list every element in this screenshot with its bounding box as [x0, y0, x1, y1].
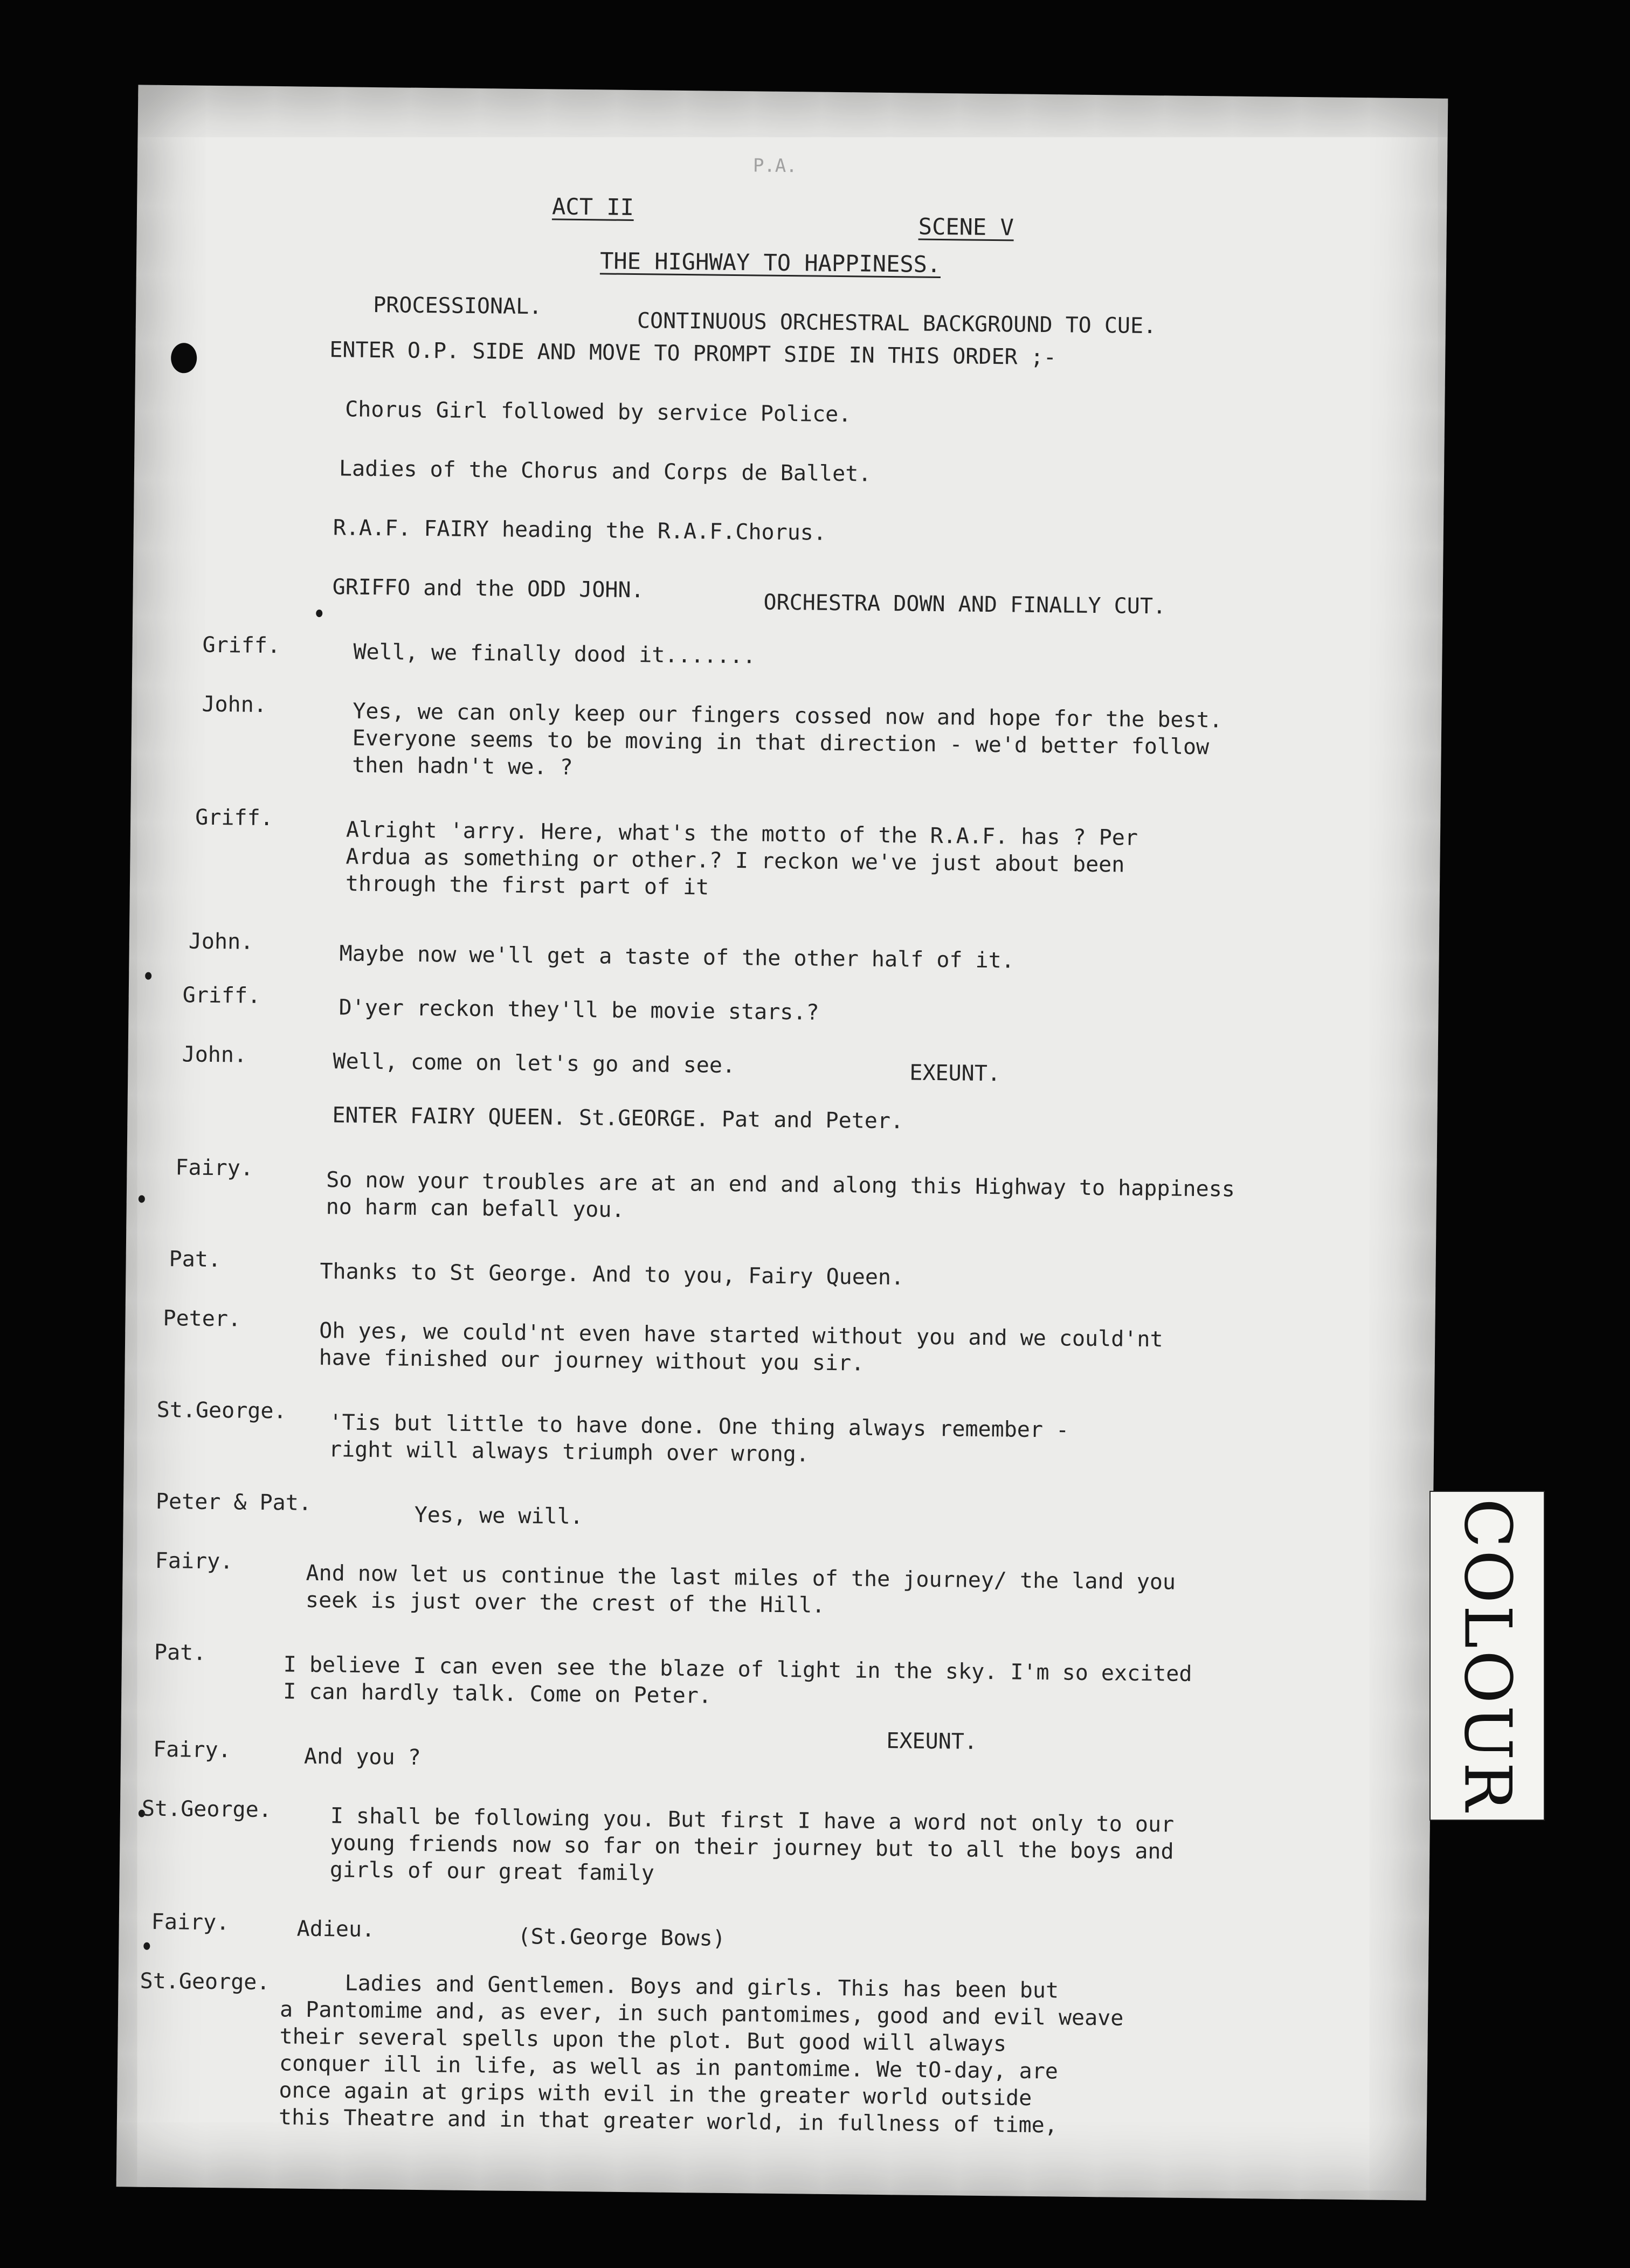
speaker-name: Pat.: [154, 1640, 206, 1665]
dialogue-line: Everyone seems to be moving in that direction - we'd better follow: [352, 725, 1210, 760]
dialogue-line: And you ?: [303, 1744, 422, 1771]
speaker-name: Fairy.: [151, 1909, 230, 1935]
dialogue-line: So now your troubles are at an end and along this Highway to happiness: [326, 1167, 1235, 1202]
margin-speck: [145, 972, 151, 980]
dialogue-line: Adieu.: [296, 1916, 375, 1942]
dialogue-line: Oh yes, we could'nt even have started without you and we could'nt: [319, 1318, 1163, 1352]
order-item: R.A.F. FAIRY heading the R.A.F.Chorus.: [333, 515, 827, 545]
speaker-name: St.George.: [156, 1397, 287, 1424]
exeunt-direction: EXEUNT.: [886, 1728, 978, 1754]
dialogue-line: once again at grips with evil in the greater world outside: [279, 2078, 1032, 2111]
speaker-name: Pat.: [169, 1247, 222, 1273]
dialogue-line: young friends now so far on their journey but to all the boys and: [330, 1830, 1174, 1864]
bows-direction: (St.George Bows): [517, 1924, 726, 1951]
speaker-name: John.: [188, 929, 254, 955]
speaker-name: Peter & Pat.: [155, 1489, 312, 1516]
speaker-name: Fairy.: [153, 1737, 231, 1763]
margin-speck: [143, 1942, 150, 1950]
dialogue-line: no harm can befall you.: [326, 1194, 625, 1222]
scene-title: THE HIGHWAY TO HAPPINESS.: [599, 247, 941, 278]
colour-label-card: [1429, 1491, 1545, 1821]
dialogue-line: this Theatre and in that greater world, in fullness of time,: [278, 2105, 1058, 2138]
dialogue-line: I can hardly talk. Come on Peter.: [283, 1679, 712, 1709]
order-item: Ladies of the Chorus and Corps de Ballet.: [339, 456, 872, 487]
dialogue-line: D'yer reckon they'll be movie stars.?: [339, 995, 819, 1025]
dialogue-line: their several spells upon the plot. But good will always: [279, 2024, 1007, 2057]
speaker-name: John.: [202, 692, 267, 717]
order-item: GRIFFO and the ODD JOHN.: [332, 575, 644, 603]
punch-hole: [171, 343, 197, 373]
speaker-name: Fairy.: [175, 1155, 254, 1181]
dialogue-line: Maybe now we'll get a taste of the other half of it.: [339, 941, 1015, 973]
dialogue-line: have finished our journey without you sir.: [319, 1345, 865, 1376]
speaker-name: Griff.: [182, 983, 261, 1008]
dialogue-line: conquer ill in life, as well as in pantomime. We tO-day, are: [279, 2051, 1059, 2084]
dialogue-line: I believe I can even see the blaze of light in the sky. I'm so excited: [283, 1652, 1192, 1687]
exeunt-direction: EXEUNT.: [909, 1060, 1001, 1087]
act-heading: ACT II: [551, 193, 634, 221]
margin-speck: [316, 610, 322, 617]
dialogue-line: Alright 'arry. Here, what's the motto of the R.A.F. has ? Per: [346, 817, 1138, 850]
dialogue-line: Thanks to St George. And to you, Fairy Queen.: [320, 1259, 904, 1290]
dialogue-line: Yes, we can only keep our fingers cossed now and hope for the best.: [353, 699, 1222, 733]
orchestra-down-direction: ORCHESTRA DOWN AND FINALLY CUT.: [763, 590, 1166, 619]
dialogue-line: right will always triumph over wrong.: [328, 1437, 810, 1467]
speaker-name: Griff.: [195, 805, 273, 831]
dialogue-line: through the first part of it: [345, 871, 709, 900]
speaker-name: John.: [182, 1042, 247, 1068]
enter-direction: ENTER FAIRY QUEEN. St.GEORGE. Pat and Peter.: [332, 1103, 904, 1134]
dialogue-line: seek is just over the crest of the Hill.: [305, 1587, 825, 1618]
speaker-name: St.George.: [141, 1796, 272, 1823]
dialogue-line: 'Tis but little to have done. One thing always remember -: [329, 1410, 1069, 1443]
dialogue-line: Ladies and Gentlemen. Boys and girls. This has been but: [344, 1970, 1059, 2003]
dialogue-line: And now let us continue the last miles of the journey/ the land you: [306, 1560, 1176, 1595]
enter-direction: ENTER O.P. SIDE AND MOVE TO PROMPT SIDE IN THIS ORDER ;-: [329, 337, 1057, 370]
speaker-name: Fairy.: [155, 1548, 233, 1574]
dialogue-line: Yes, we will.: [414, 1502, 584, 1530]
dialogue-line: Ardua as something or other.? I reckon we've just about been: [346, 844, 1125, 877]
colour-label-text: COLOUR: [1449, 1498, 1525, 1813]
dialogue-line: then hadn't we. ?: [352, 752, 573, 780]
scene-heading: SCENE V: [918, 213, 1014, 241]
margin-speck: [139, 1195, 145, 1203]
processional-direction: PROCESSIONAL.: [372, 292, 542, 320]
dialogue-line: Well, we finally dood it.......: [353, 639, 756, 669]
script-page: [116, 85, 1448, 2200]
order-item: Chorus Girl followed by service Police.: [344, 397, 852, 427]
dialogue-line: girls of our great family: [329, 1857, 655, 1886]
dialogue-line: I shall be following you. But first I have a word not only to our: [330, 1803, 1175, 1837]
dialogue-line: a Pantomime and, as ever, in such pantomimes, good and evil weave: [279, 1997, 1124, 2031]
speaker-name: Griff.: [202, 632, 281, 659]
orchestral-direction: CONTINUOUS ORCHESTRAL BACKGROUND TO CUE.: [637, 308, 1157, 339]
speaker-name: Peter.: [163, 1305, 241, 1332]
speaker-name: St.George.: [140, 1968, 270, 1995]
dialogue-line: Well, come on let's go and see.: [333, 1049, 736, 1078]
faint-mark: P.A.: [752, 155, 798, 177]
